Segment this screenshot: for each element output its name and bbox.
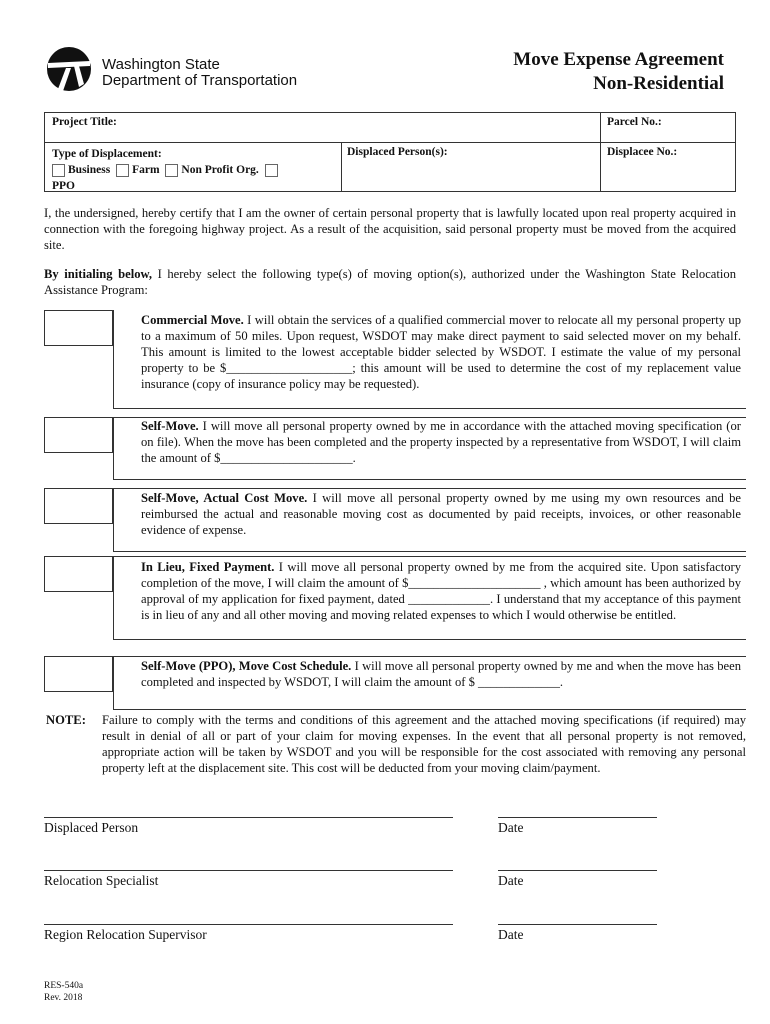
option-text: I will move all personal property owned by me from the acquired site. Upon satisfactory completion of the move, I will claim the amount of $_____________________ , which amount has been authorized by approval of my application for fixed payment, dated _____________. I understand that my acceptance of this payment is in lieu of any and all other moving and moving related expenses to which I would otherwise be entitled. (141, 560, 741, 622)
form-footer (44, 980, 83, 1004)
option-border (113, 310, 114, 408)
option-border (113, 656, 114, 709)
option-title: Self-Move (PPO), Move Cost Schedule. (141, 659, 352, 673)
option-border (113, 488, 114, 551)
option-border (113, 551, 746, 552)
option-ppo-move (141, 658, 741, 690)
nonprofit-label: Non Profit Org. (181, 164, 259, 176)
option-text: I will move all personal property owned by me using my own resources and be reimbursed the actual and reasonable moving cost as documented by paid receipts, invoices, or other reasonable evidence of expense. (141, 491, 741, 537)
form-revision: Rev. 2018 (44, 993, 83, 1003)
option-title: In Lieu, Fixed Payment. (141, 560, 275, 574)
option-fixed-payment (141, 559, 741, 623)
signature-line[interactable] (44, 817, 453, 818)
nonprofit-checkbox[interactable] (165, 164, 178, 177)
initial-box-self-move[interactable] (44, 417, 113, 453)
option-border (113, 656, 746, 657)
date-label: Date (498, 927, 524, 942)
option-text: I will move all personal property owned by me in accordance with the attached moving specification (or on file). When the move has been completed and the property inspected by a representative from WSDOT, I will claim the amount of $_____________________. (141, 419, 741, 465)
option-border (113, 479, 746, 480)
initial-box-actual-cost-move[interactable] (44, 488, 113, 524)
signature-label: Relocation Specialist (44, 873, 159, 888)
business-label: Business (68, 164, 111, 176)
option-border (113, 556, 114, 639)
selection-text: I hereby select the following type(s) of moving option(s), authorized under the Washington State Relocation Assistance Program: (44, 267, 736, 297)
signature-label: Displaced Person (44, 820, 139, 835)
table-divider (45, 142, 735, 143)
signature-line[interactable] (44, 924, 453, 925)
date-label: Date (498, 820, 524, 835)
wsdot-logo-icon (46, 46, 92, 92)
form-number: RES-540a (44, 981, 84, 991)
displacee-no-label: Displacee No.: (607, 146, 678, 158)
agency-name (102, 57, 297, 89)
option-border (113, 556, 746, 557)
page-title (513, 48, 724, 96)
type-of-displacement (52, 146, 281, 194)
note-label: NOTE: (46, 713, 86, 727)
ppo-checkbox[interactable] (265, 164, 278, 177)
option-actual-cost-move (141, 490, 741, 538)
initial-box-ppo-move[interactable] (44, 656, 113, 692)
option-title: Self-Move. (141, 419, 199, 433)
option-border (113, 417, 114, 479)
date-line[interactable] (498, 870, 657, 871)
option-title: Commercial Move. (141, 313, 244, 327)
option-border (113, 488, 746, 489)
project-title-label: Project Title: (52, 116, 117, 128)
business-checkbox[interactable] (52, 164, 65, 177)
parcel-no-label: Parcel No.: (607, 116, 662, 128)
selection-bold: By initialing below, (44, 267, 153, 281)
agency-line-2: Department of Transportation (102, 72, 298, 89)
option-border (113, 639, 746, 640)
signature-label: Region Relocation Supervisor (44, 927, 207, 942)
initial-box-commercial-move[interactable] (44, 310, 113, 346)
option-title: Self-Move, Actual Cost Move. (141, 491, 308, 505)
option-text: I will obtain the services of a qualified commercial mover to relocate all my personal property up to a maximum of 50 miles. Upon request, WSDOT may make direct payment to said selected mover on my behalf. This amount is limited to the lowest acceptable bidder selected by WSDOT. I estimate the value of my personal property to be $____________________; this amount will be used to determine the cost of my replacement value insurance (copy of insurance policy may be requested). (141, 313, 742, 391)
table-divider (600, 113, 601, 191)
signature-line[interactable] (44, 870, 453, 871)
ppo-label: PPO (52, 180, 75, 192)
agency-line-1: Washington State (102, 56, 220, 73)
initial-box-fixed-payment[interactable] (44, 556, 113, 592)
option-commercial-move (141, 312, 741, 392)
title-line-1: Move Expense Agreement (513, 49, 724, 70)
farm-checkbox[interactable] (116, 164, 129, 177)
option-self-move (141, 418, 741, 466)
date-line[interactable] (498, 924, 657, 925)
farm-label: Farm (132, 164, 160, 176)
date-line[interactable] (498, 817, 657, 818)
certification-paragraph: I, the undersigned, hereby certify that I am the owner of certain personal property that is lawfully located upon real property acquired in connection with the foregoing highway project. As a result of the acquisition, said personal property must be moved from the acquired site. (44, 206, 736, 252)
title-line-2: Non-Residential (593, 73, 724, 94)
table-divider (341, 142, 342, 191)
option-text: I will move all personal property owned by me and when the move has been completed and inspected by WSDOT, I will claim the amount of $ _____________. (141, 659, 741, 689)
option-border (113, 709, 746, 710)
date-label: Date (498, 873, 524, 888)
note-text: Failure to comply with the terms and conditions of this agreement and the attached moving specifications (if required) may result in denial of all or part of your claim for moving expenses. In the event that all personal property is not removed, appropriate action will be taken by WSDOT and you will be responsible for the cost associated with removing any personal property left at the displacement site. This cost will be deducted from your moving claim/payment. (102, 713, 746, 775)
type-of-displacement-label: Type of Displacement: (52, 148, 162, 160)
option-border (113, 408, 746, 409)
displacement-options (52, 162, 281, 178)
displaced-persons-label: Displaced Person(s): (347, 146, 448, 158)
selection-paragraph (44, 266, 736, 298)
info-table (44, 112, 736, 192)
